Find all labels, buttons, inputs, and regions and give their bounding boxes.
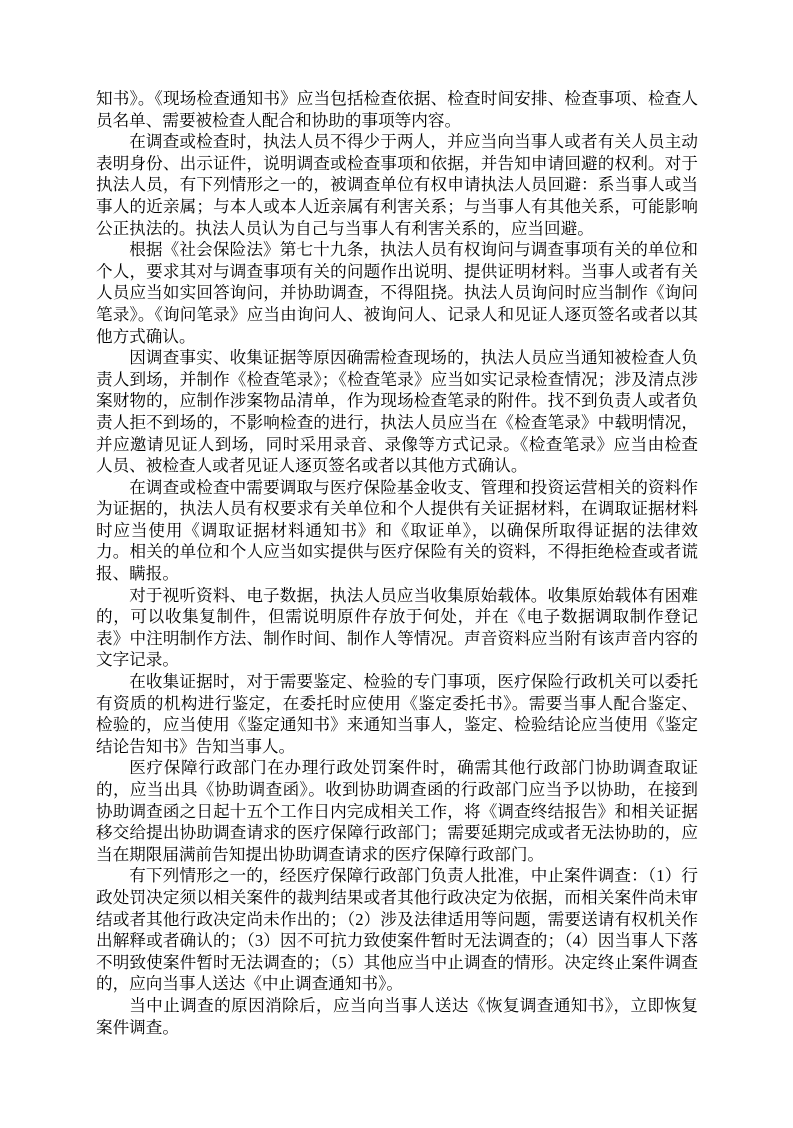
paragraph: 因调查事实、收集证据等原因确需检查现场的，执法人员应当通知被检查人负责人到场，并制作《检查笔录》；《检查笔录》应当如实记录检查情况；涉及清点涉案财物的，应制作涉案物品清单，作为现场检查笔录的附件。找不到负责人或者负责人拒不到场的，不影响检查的进行，执法人员应当在《检查笔录》中载明情况，并应邀请见证人到场，同时采用录音、录像等方式记录。《检查笔录》应当由检查人员、被检查人或者见证人逐页签名或者以其他方式确认。 xyxy=(96,348,698,476)
paragraph: 有下列情形之一的，经医疗保障行政部门负责人批准，中止案件调查：（1）行政处罚决定须以相关案件的裁判结果或者其他行政决定为依据，而相关案件尚未审结或者其他行政决定尚未作出的；（2）涉及法律适用等问题，需要送请有权机关作出解释或者确认的；（3）因不可抗力致使案件暂时无法调查的；（4）因当事人下落不明致使案件暂时无法调查的；（5）其他应当中止调查的情形。决定终止案件调查的，应向当事人送达《中止调查通知书》。 xyxy=(96,866,698,994)
paragraph: 医疗保障行政部门在办理行政处罚案件时，确需其他行政部门协助调查取证的，应当出具《协助调查函》。收到协助调查函的行政部门应当予以协助，在接到协助调查函之日起十五个工作日内完成相关工作，将《调查终结报告》和相关证据移交给提出协助调查请求的医疗保障行政部门；需要延期完成或者无法协助的，应当在期限届满前告知提出协助调查请求的医疗保障行政部门。 xyxy=(96,758,698,864)
paragraph: 根据《社会保险法》第七十九条，执法人员有权询问与调查事项有关的单位和个人，要求其对与调查事项有关的问题作出说明、提供证明材料。当事人或者有关人员应当如实回答询问，并协助调查，不得阻挠。执法人员询问时应当制作《询问笔录》。《询问笔录》应当由询问人、被询问人、记录人和见证人逐页签名或者以其他方式确认。 xyxy=(96,240,698,346)
paragraph: 在调查或检查中需要调取与医疗保险基金收支、管理和投资运营相关的资料作为证据的，执法人员有权要求有关单位和个人提供有关证据材料，在调取证据材料时应当使用《调取证据材料通知书》和《取证单》，以确保所取得证据的法律效力。相关的单位和个人应当如实提供与医疗保险有关的资料，不得拒绝检查或者谎报、瞒报。 xyxy=(96,477,698,584)
paragraph: 当中止调查的原因消除后，应当向当事人送达《恢复调查通知书》，立即恢复案件调查。 xyxy=(96,995,698,1037)
paragraph: 对于视听资料、电子数据，执法人员应当收集原始载体。收集原始载体有困难的，可以收集复制件，但需说明原件存放于何处，并在《电子数据调取制作登记表》中注明制作方法、制作时间、制作人等情况。声音资料应当附有该声音内容的文字记录。 xyxy=(96,585,698,670)
paragraph: 知书》。《现场检查通知书》应当包括检查依据、检查时间安排、检查事项、检查人员名单、需要被检查人配合和协助的事项等内容。 xyxy=(96,89,698,130)
paragraph: 在收集证据时，对于需要鉴定、检验的专门事项，医疗保险行政机关可以委托有资质的机构进行鉴定，在委托时应使用《鉴定委托书》。需要当事人配合鉴定、检验的，应当使用《鉴定通知书》来通知当事人，鉴定、检验结论应当使用《鉴定结论告知书》告知当事人。 xyxy=(96,672,698,756)
paragraph: 在调查或检查时，执法人员不得少于两人，并应当向当事人或者有关人员主动表明身份、出示证件，说明调查或检查事项和依据，并告知申请回避的权利。对于执法人员，有下列情形之一的，被调查单位有权申请执法人员回避：系当事人或当事人的近亲属；与本人或本人近亲属有利害关系；与当事人有其他关系，可能影响公正执法的。执法人员认为自己与当事人有利害关系的，应当回避。 xyxy=(96,132,698,238)
